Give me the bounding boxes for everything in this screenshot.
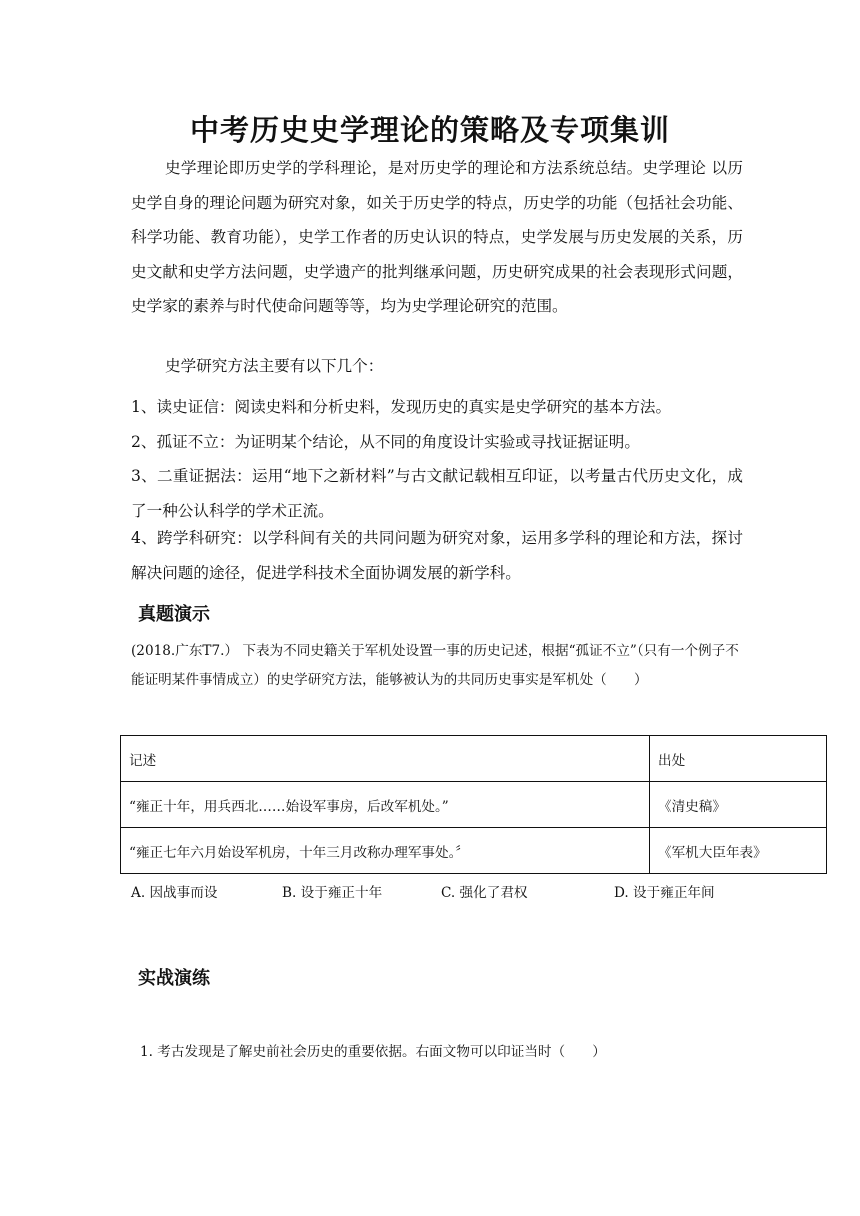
header-record: 记述	[121, 736, 650, 782]
method-2: 2、孤证不立：为证明某个结论，从不同的角度设计实验或寻找证据证明。	[131, 433, 640, 451]
question-text: (2018.广东T7.） 下表为不同史籍关于军机处设置一事的历史记述，根据“孤证不立”（只有一个例子不能证明某件事情成立）的史学研究方法，能够被认为的共同历史事实是军机处（ ）	[131, 643, 739, 688]
page-title: 中考历史史学理论的策略及专项集训	[189, 113, 670, 147]
record-cell: “雍正十年，用兵西北……始设军事房，后改军机处。”	[121, 782, 650, 828]
method-1: 1、读史证信：阅读史料和分析史料，发现历史的真实是史学研究的基本方法。	[131, 398, 672, 416]
table-row	[121, 828, 827, 874]
section-heading-practice: 实战演练	[138, 968, 210, 989]
option-a: A. 因战事而设	[131, 885, 218, 901]
option-b: B. 设于雍正十年	[282, 885, 383, 901]
option-d: D. 设于雍正年间	[614, 885, 715, 901]
source-cell: 《军机大臣年表》	[650, 828, 827, 874]
practice-question-1: 1. 考古发现是了解史前社会历史的重要依据。右面文物可以印证当时（ ）	[140, 1044, 606, 1060]
records-table	[120, 735, 827, 874]
methods-intro: 史学研究方法主要有以下几个：	[165, 357, 384, 375]
intro-paragraph: 史学理论即历史学的学科理论，是对历史学的理论和方法系统总结。史学理论 以历史学自身的理论问题为研究对象，如关于历史学的特点，历史学的功能（包括社会功能、科学功能、教育功能），史学工作者的历史认识的特点，史学发展与历史发展的关系，历史文献和史学方法问题，史学遗产的批判继承问题，历史研究成果的社会表现形式问题，史学家的素养与时代使命问题等等，均为史学理论研究的范围。	[131, 159, 743, 316]
method-4: 4、跨学科研究：以学科间有关的共同问题为研究对象，运用多学科的理论和方法，探讨解决问题的途径，促进学科技术全面协调发展的新学科。	[131, 529, 743, 582]
method-3: 3、二重证据法：运用“地下之新材料”与古文献记载相互印证，以考量古代历史文化，成了一种公认科学的学术正流。	[131, 467, 743, 520]
section-heading-demo: 真题演示	[138, 604, 210, 625]
table-row	[121, 782, 827, 828]
table-header-row	[121, 736, 827, 782]
source-cell: 《清史稿》	[650, 782, 827, 828]
header-source: 出处	[650, 736, 827, 782]
option-c: C. 强化了君权	[441, 885, 528, 901]
record-cell: “雍正七年六月始设军机房，十年三月改称办理军事处。〞	[121, 828, 650, 874]
